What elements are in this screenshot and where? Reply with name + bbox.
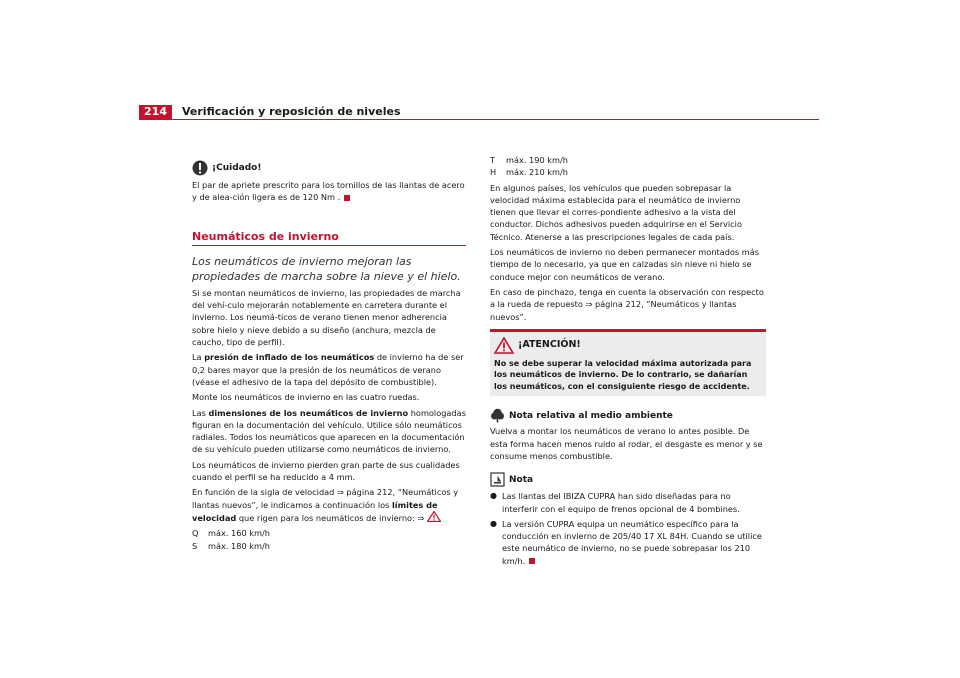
paragraph-6: En función de la sigla de velocidad ⇒ página 212, “Neumáticos y llantas nuevos”, le indicamos a continuación los límites de velocidad que rigen para los neumáticos de invierno: ⇒: [192, 487, 459, 523]
bullet-icon: ●: [490, 518, 497, 528]
end-mark-icon: [344, 195, 350, 201]
note-icon: [490, 472, 505, 487]
note-heading: [490, 472, 766, 487]
section-lead: Los neumáticos de invierno mejoran las propiedades de marcha sobre la nieve y el hielo.: [192, 254, 461, 283]
right-column: [490, 154, 766, 567]
paragraph-r2: Los neumáticos de invierno no deben permanecer montados más tiempo de lo necesario, ya que en calzadas sin nieve ni hielo se conduce mejor con neumáticos de verano.: [490, 247, 760, 282]
warning-box: [490, 329, 766, 397]
end-mark-icon: [529, 558, 535, 564]
paragraph-5: Los neumáticos de invierno pierden gran parte de sus cualidades cuando el perfil se ha reducido a 4 mm.: [192, 459, 460, 483]
note-bullet-2: ● La versión CUPRA equipa un neumático específico para la conducción en invierno de 205/40 17 XL 84H. Cuando se utilice este neumático de invierno, no se puede sobrepasar los 210 km/h.: [490, 518, 762, 566]
note-bullet-1: ● Las llantas del IBIZA CUPRA han sido diseñadas para no interferir con el equipo de frenos opcional de 4 bombines.: [490, 491, 740, 514]
warning-heading: [494, 337, 762, 354]
warning-triangle-icon: [494, 337, 514, 354]
speed-row-h: H máx. 210 km/h: [490, 167, 568, 178]
speed-row-q: Q máx. 160 km/h: [192, 528, 270, 539]
env-heading: [490, 408, 766, 423]
speed-row-t: T máx. 190 km/h: [490, 155, 568, 165]
section-title: Neumáticos de invierno: [192, 229, 339, 243]
warning-text: No se debe superar la velocidad máxima autorizada para los neumáticos de invierno. De lo contrario, se dañarían los neumáticos, con el consiguiente riesgo de accidente.: [494, 358, 752, 391]
env-title: Nota relativa al medio ambiente: [509, 410, 673, 421]
warning-title: ¡ATENCIÓN!: [518, 339, 581, 351]
caution-heading: [192, 160, 466, 176]
header-rule: [139, 119, 819, 120]
paragraph-1: Si se montan neumáticos de invierno, las propiedades de marcha del vehí-culo mejorarán notablemente en carretera durante el invierno. Los neumá-ticos de verano tienen menor adherencia sobre hielo y nieve debido a su diseño (anchura, mezcla de caucho, tipo de perfil).: [192, 287, 461, 348]
paragraph-r3: En caso de pinchazo, tenga en cuenta la observación con respecto a la rueda de repuesto ⇒ página 212, “Neumáticos y llantas nuevos”.: [490, 286, 764, 322]
env-text: Vuelva a montar los neumáticos de verano lo antes posible. De esta forma hacen menos ruido al rodar, el desgaste es menor y se consume menos combustible.: [490, 426, 763, 461]
section-rule: [192, 245, 466, 246]
caution-icon: [192, 160, 208, 176]
left-column: [192, 160, 466, 552]
paragraph-2: La presión de inflado de los neumáticos de invierno ha de ser 0,2 bares mayor que la presión de los neumáticos de verano (véase el adhesivo de la tapa del depósito de combustible).: [192, 352, 464, 387]
tree-icon: [490, 408, 505, 423]
running-title: Verificación y reposición de niveles: [182, 105, 401, 118]
paragraph-4: Las dimensiones de los neumáticos de invierno homologadas figuran en la documentación del vehículo. Utilice sólo neumáticos radiales. Todos los neumáticos que aparecen en la documentación de su vehículo pueden utilizarse como neumáticos de invierno.: [192, 407, 466, 455]
paragraph-3: Monte los neumáticos de invierno en las cuatro ruedas.: [192, 392, 420, 403]
caution-text: El par de apriete prescrito para los tornillos de las llantas de acero y de alea-ción ligera es de 120 Nm .: [192, 180, 465, 203]
paragraph-r1: En algunos países, los vehículos que pueden sobrepasar la velocidad máxima establecida para el neumático de invierno tienen que llevar el corres-pondiente adhesivo a la vista del conductor. Dichos adhesivos pueden adquirirse en el Servicio Técnico. Atenerse a las prescripciones legales de cada país.: [490, 182, 742, 242]
bullet-icon: ●: [490, 491, 497, 501]
caution-title: ¡Cuidado!: [212, 162, 262, 173]
warning-triangle-icon: [427, 511, 441, 522]
speed-row-s: S máx. 180 km/h: [192, 540, 270, 551]
page-number: 214: [139, 105, 172, 119]
note-title: Nota: [509, 474, 534, 485]
